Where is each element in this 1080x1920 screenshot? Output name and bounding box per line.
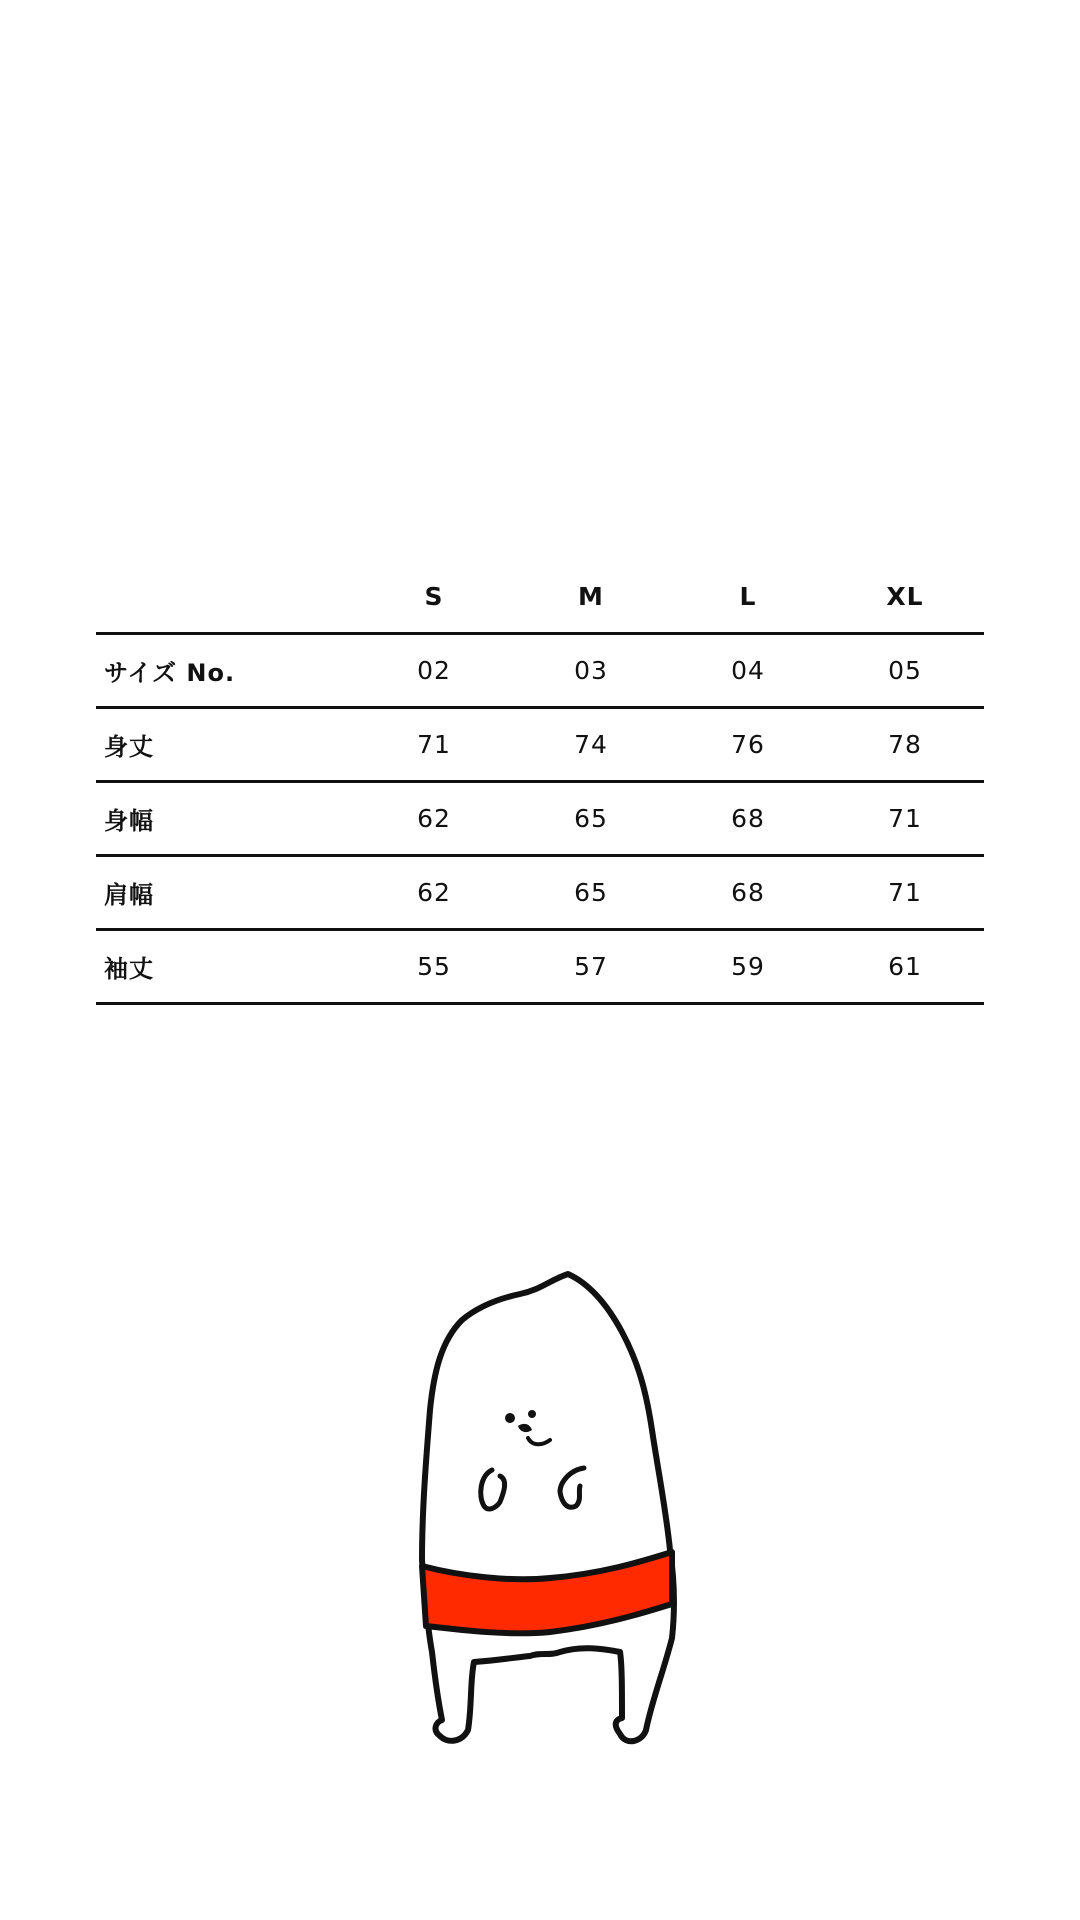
table-cell: 05 bbox=[888, 656, 922, 685]
table-cell: 71 bbox=[888, 878, 922, 907]
table-cell: 74 bbox=[574, 730, 608, 759]
row-label: 身丈 bbox=[104, 733, 154, 761]
table-cell: 62 bbox=[417, 804, 451, 833]
table-row-sleeve-length bbox=[96, 928, 984, 1005]
size-chart-table bbox=[96, 560, 984, 1005]
table-cell: 03 bbox=[574, 656, 608, 685]
size-header-row bbox=[96, 560, 984, 632]
size-header-s: S bbox=[424, 581, 444, 611]
table-cell: 71 bbox=[888, 804, 922, 833]
table-cell: 68 bbox=[731, 878, 765, 907]
row-label: サイズ No. bbox=[104, 659, 236, 687]
row-label: 袖丈 bbox=[104, 955, 154, 983]
table-row-body-length bbox=[96, 706, 984, 780]
table-cell: 59 bbox=[731, 952, 765, 981]
table-row-shoulder-width bbox=[96, 854, 984, 928]
row-label: 身幅 bbox=[104, 807, 154, 835]
table-cell: 02 bbox=[417, 656, 451, 685]
table-cell: 65 bbox=[574, 878, 608, 907]
table-cell: 61 bbox=[888, 952, 922, 981]
table-cell: 55 bbox=[417, 952, 451, 981]
table-cell: 04 bbox=[731, 656, 765, 685]
row-label: 肩幅 bbox=[104, 881, 154, 909]
table-row-body-width bbox=[96, 780, 984, 854]
table-cell: 65 bbox=[574, 804, 608, 833]
size-header-l: L bbox=[739, 581, 757, 611]
table-cell: 68 bbox=[731, 804, 765, 833]
table-cell: 62 bbox=[417, 878, 451, 907]
table-cell: 76 bbox=[731, 730, 765, 759]
size-header-m: M bbox=[578, 581, 604, 611]
size-header-xl: XL bbox=[886, 581, 924, 611]
table-cell: 78 bbox=[888, 730, 922, 759]
table-cell: 57 bbox=[574, 952, 608, 981]
table-cell: 71 bbox=[417, 730, 451, 759]
bear-mascot-icon bbox=[400, 1260, 700, 1750]
table-row-size-number bbox=[96, 632, 984, 706]
